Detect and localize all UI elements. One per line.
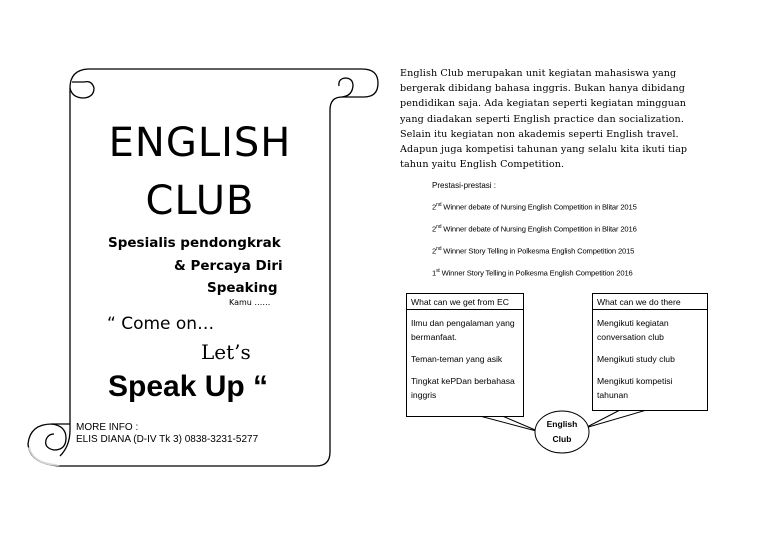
description-line: tahun yaitu English Competition.	[400, 159, 565, 171]
title-line-1: ENGLISH	[108, 120, 292, 166]
bubble-line-2: Club	[552, 434, 572, 444]
english-club-bubble	[535, 417, 589, 447]
title-line-2: CLUB	[145, 178, 255, 224]
subtitle-line-3: Speaking	[207, 280, 278, 296]
box-item: Mengikuti kompetisi tahunan	[597, 376, 673, 400]
achievement-item: 1st Winner Story Telling in Polkesma English Competition 2016	[432, 268, 633, 278]
description-line: yang diadakan seperti English practice dan socialization.	[400, 113, 684, 125]
achievement-item: 2nd Winner Story Telling in Polkesma English Competition 2015	[432, 246, 635, 256]
achievement-item: 2nd Winner debate of Nursing English Competition in Blitar 2015	[432, 202, 637, 212]
bubble-line-1: English	[546, 419, 578, 429]
what-we-get-header: What can we get from EC	[407, 294, 523, 310]
description-line: bergerak dibidang bahasa inggris. Bukan hanya dibidang	[400, 83, 685, 95]
achievement-item: 2nd Winner debate of Nursing English Competition in Blitar 2016	[432, 224, 637, 234]
subtitle-line-2: & Percaya Diri	[174, 258, 283, 274]
description-line: English Club merupakan unit kegiatan mahasiswa yang	[400, 68, 677, 79]
box-item: Ilmu dan pengalaman yang bermanfaat.	[411, 318, 515, 342]
kamu-text: Kamu ……	[229, 298, 271, 307]
description-line: Selain itu kegiatan non akademis seperti English travel.	[400, 128, 679, 140]
more-info-label: MORE INFO :	[76, 422, 139, 433]
what-we-get-box	[406, 293, 524, 417]
achievements-heading: Prestasi-prestasi :	[432, 181, 497, 190]
description-line: pendidikan saja. Ada kegiatan seperti kegiatan mingguan	[400, 98, 687, 110]
box-item: Teman-teman yang asik	[411, 354, 503, 364]
quote-come-on: “ Come on…	[107, 314, 215, 334]
box-item: Mengikuti kegiatan conversation club	[597, 318, 669, 342]
what-we-do-header: What can we do there	[593, 294, 707, 310]
contact-info: ELIS DIANA (D-IV Tk 3) 0838-3231-5277	[76, 434, 259, 445]
what-we-do-box	[592, 293, 708, 411]
subtitle-line-1: Spesialis pendongkrak	[108, 235, 281, 251]
box-item: Tingkat kePDan berbahasa inggris	[411, 376, 515, 400]
box-item: Mengikuti study club	[597, 354, 675, 364]
lets-text: Let’s	[201, 340, 251, 364]
speak-up-text: Speak Up “	[108, 370, 269, 403]
description-line: Adapun juga kompetisi tahunan yang selalu kita ikuti tiap	[400, 144, 688, 156]
